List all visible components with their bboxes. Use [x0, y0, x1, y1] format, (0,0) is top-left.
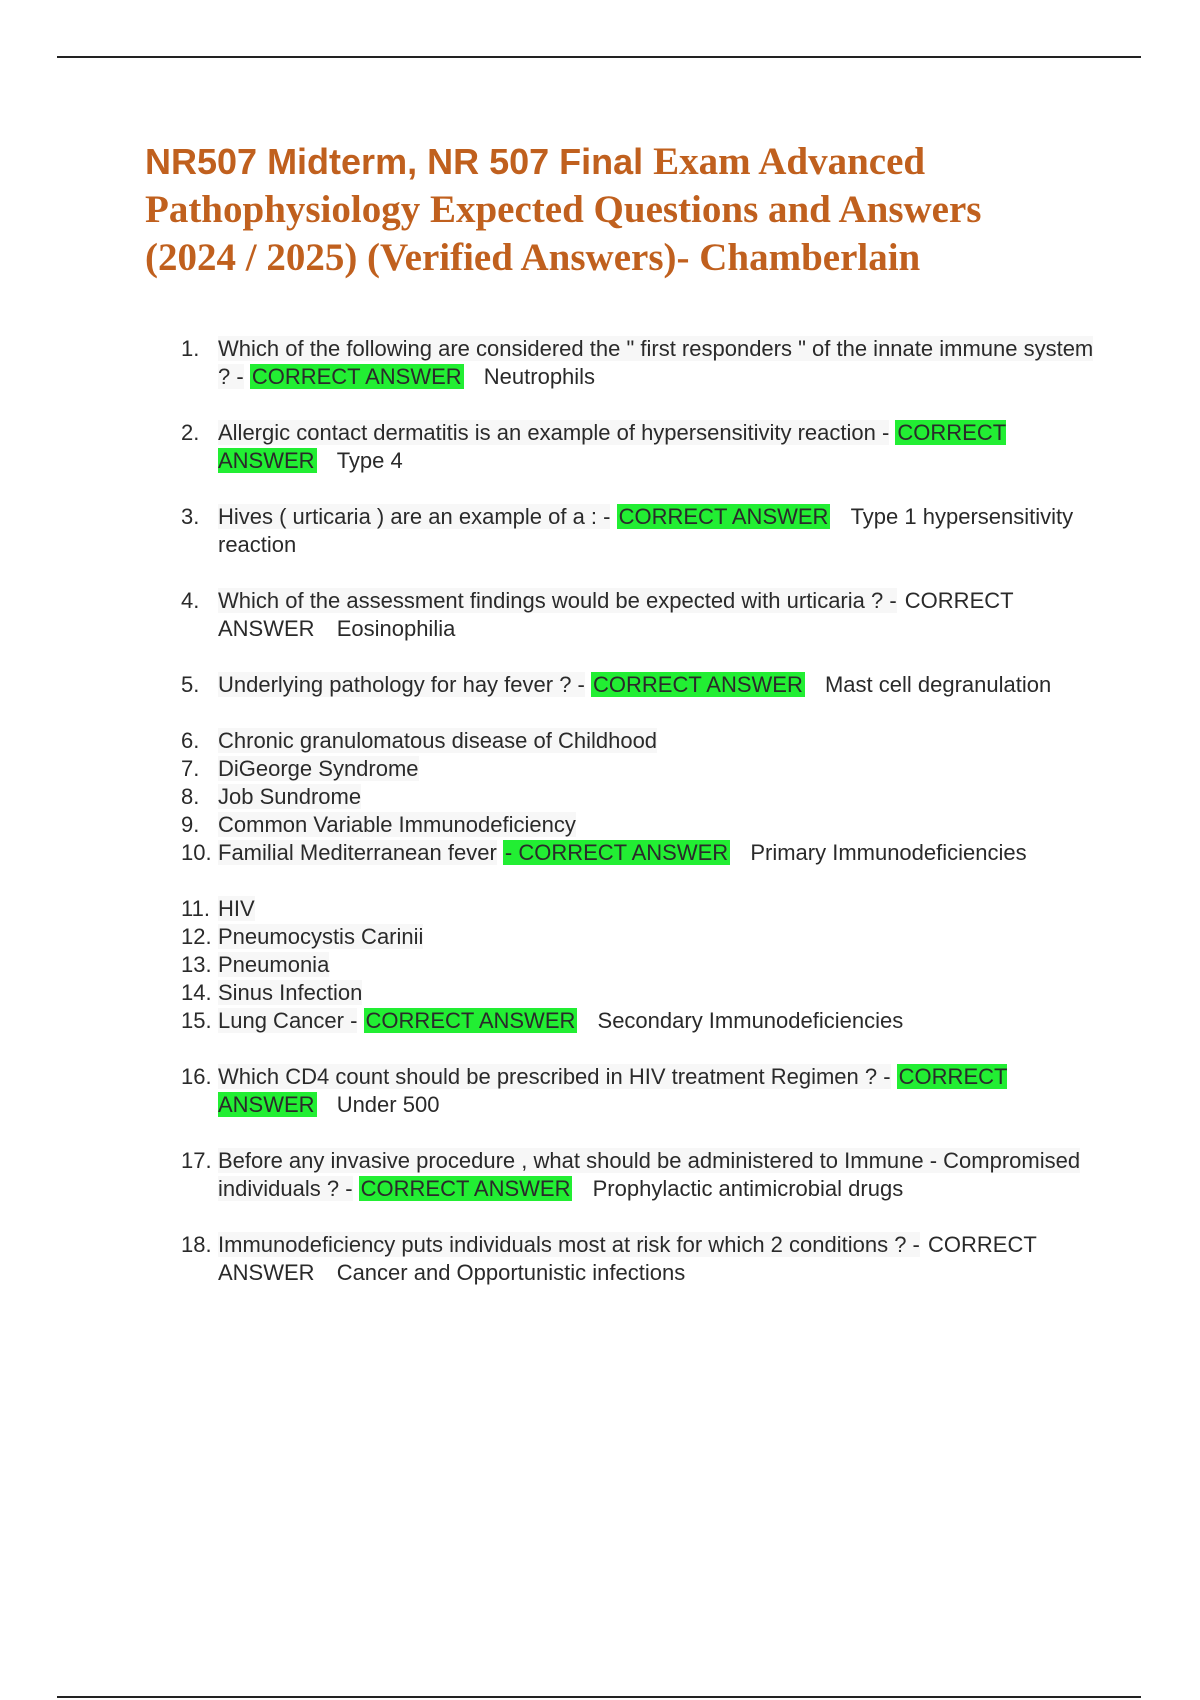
list-item	[165, 419, 1095, 475]
list-item	[165, 1147, 1095, 1203]
list-item	[165, 755, 1095, 783]
document-title	[145, 138, 1075, 282]
question-text: DiGeorge Syndrome	[218, 756, 419, 781]
correct-answer-marker: CORRECT ANSWER	[593, 672, 803, 697]
question-text: Sinus Infection	[218, 980, 363, 1005]
question-text: HIV	[218, 896, 255, 921]
question-text: Which CD4 count should be prescribed in HIV treatment Regimen ? -	[218, 1064, 891, 1089]
question-text: Job Sundrome	[218, 784, 362, 809]
list-item	[165, 727, 1095, 755]
list-item	[165, 839, 1095, 867]
answer-text: Eosinophilia	[336, 616, 456, 641]
top-rule	[57, 56, 1141, 58]
correct-answer-marker: CORRECT ANSWER	[218, 1232, 1037, 1285]
question-text: Immunodeficiency puts individuals most at risk for which 2 conditions ? -	[218, 1232, 920, 1257]
answer-text: Under 500	[336, 1092, 440, 1117]
list-item	[165, 503, 1095, 559]
list-item	[165, 783, 1095, 811]
item-number: 17.	[181, 1148, 212, 1173]
question-text: Common Variable Immunodeficiency	[218, 812, 576, 837]
item-number: 1.	[181, 336, 200, 361]
item-number: 7.	[181, 756, 200, 781]
list-item	[165, 335, 1095, 391]
list-item	[165, 951, 1095, 979]
item-number: 10.	[181, 840, 212, 865]
answer-text: Cancer and Opportunistic infections	[336, 1260, 686, 1285]
question-text: Pneumonia	[218, 952, 330, 977]
correct-answer-marker: CORRECT ANSWER	[218, 420, 1007, 473]
correct-answer-marker: CORRECT ANSWER	[360, 1176, 571, 1201]
list-item	[165, 587, 1095, 643]
question-text: Which of the assessment findings would be expected with urticaria ? -	[218, 588, 897, 613]
list-item	[165, 671, 1095, 699]
item-number: 8.	[181, 784, 200, 809]
answer-text: Secondary Immunodeficiencies	[597, 1008, 904, 1033]
list-item	[165, 979, 1095, 1007]
correct-answer-marker: CORRECT ANSWER	[365, 1008, 576, 1033]
correct-answer-marker: - CORRECT ANSWER	[504, 840, 729, 865]
answer-text: Type 4	[336, 448, 403, 473]
item-number: 13.	[181, 952, 212, 977]
question-text: Familial Mediterranean fever	[218, 840, 497, 865]
list-item	[165, 1063, 1095, 1119]
question-text: Lung Cancer -	[218, 1008, 358, 1033]
item-number: 14.	[181, 980, 212, 1005]
item-number: 2.	[181, 420, 200, 445]
correct-answer-marker: CORRECT ANSWER	[618, 504, 829, 529]
question-text: Underlying pathology for hay fever ? -	[218, 672, 585, 697]
list-item	[165, 1007, 1095, 1035]
item-number: 6.	[181, 728, 200, 753]
correct-answer-marker: CORRECT ANSWER	[218, 1064, 1008, 1117]
answer-text: Type 1 hypersensitivity reaction	[218, 504, 1074, 557]
list-item	[165, 895, 1095, 923]
title-part2: Exam Advanced Pathophysiology Expected Questions and Answers (2024 / 2025) (Verified Answers)- Chamberlain	[145, 140, 982, 279]
list-item	[165, 811, 1095, 839]
question-text: Hives ( urticaria ) are an example of a : -	[218, 504, 611, 529]
correct-answer-marker: CORRECT ANSWER	[218, 588, 1014, 641]
list-item	[165, 923, 1095, 951]
item-number: 15.	[181, 1008, 212, 1033]
bottom-rule	[57, 1696, 1141, 1698]
answer-text: Neutrophils	[483, 364, 596, 389]
item-number: 11.	[181, 896, 210, 921]
answer-text: Prophylactic antimicrobial drugs	[592, 1176, 904, 1201]
item-number: 12.	[181, 924, 212, 949]
item-number: 5.	[181, 672, 200, 697]
answer-text: Mast cell degranulation	[824, 672, 1052, 697]
question-text: Pneumocystis Carinii	[218, 924, 424, 949]
correct-answer-marker: CORRECT ANSWER	[251, 364, 462, 389]
title-part1: NR507 Midterm, NR 507 Final	[145, 141, 654, 182]
list-item	[165, 1231, 1095, 1287]
item-number: 3.	[181, 504, 200, 529]
question-text: Before any invasive procedure , what should be administered to Immune - Compromised individuals ? -	[218, 1148, 1081, 1201]
item-number: 4.	[181, 588, 200, 613]
question-text: Allergic contact dermatitis is an example of hypersensitivity reaction -	[218, 420, 890, 445]
answer-text: Primary Immunodeficiencies	[750, 840, 1027, 865]
item-number: 16.	[181, 1064, 212, 1089]
question-text: Which of the following are considered the " first responders " of the innate immune system ? -	[218, 336, 1094, 389]
question-list	[165, 335, 1095, 1287]
item-number: 18.	[181, 1232, 212, 1257]
question-text: Chronic granulomatous disease of Childhood	[218, 728, 658, 753]
item-number: 9.	[181, 812, 200, 837]
